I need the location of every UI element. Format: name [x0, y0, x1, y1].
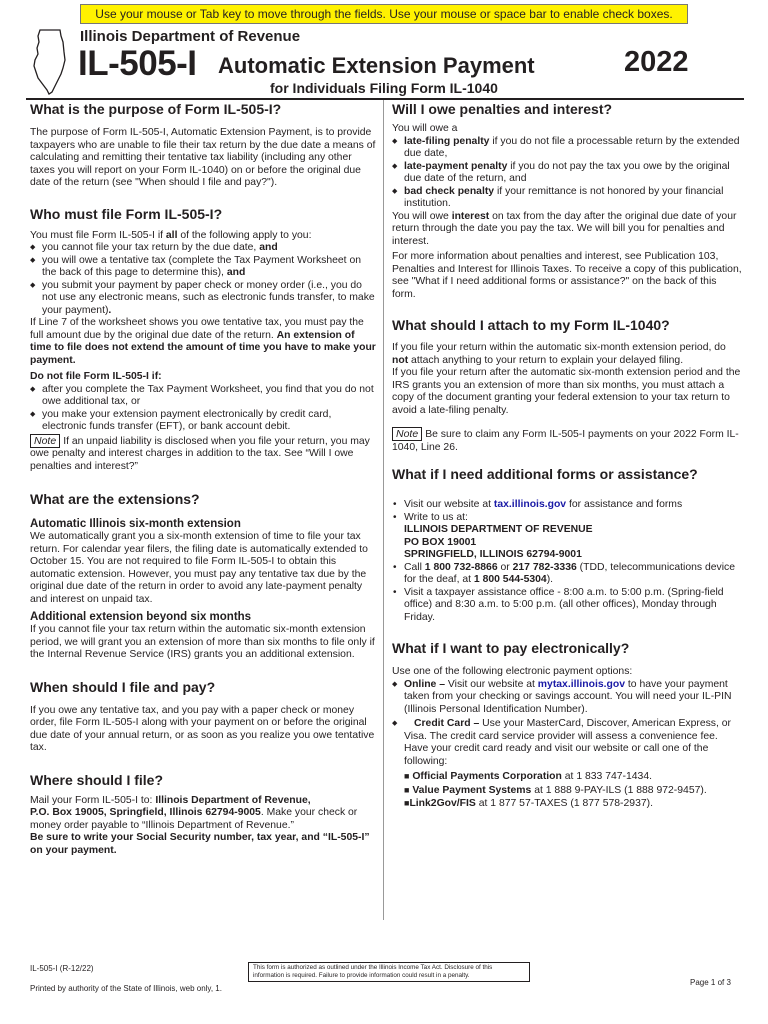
list-item: • Visit our website at tax.illinois.gov for assistance and forms — [392, 499, 742, 512]
list-item: ◆ you cannot file your tax return by the due date, and — [30, 242, 378, 255]
attach-note: Note Be sure to claim any Form IL-505-I payments on your 2022 Form IL-1040, Line 26. — [392, 428, 739, 453]
list-item: ◆ bad check penalty if your remittance is not honored by your financial institution. — [392, 186, 742, 211]
where-reminder: Be sure to write your Social Security number, tax year, and “IL-505-I” on your payment. — [30, 832, 370, 856]
purpose-heading: What is the purpose of Form IL-505-I? — [30, 101, 282, 117]
vendor-list — [392, 770, 742, 811]
note-label: Note — [30, 434, 60, 448]
column-divider — [383, 100, 384, 920]
list-item: ◆ you submit your payment by paper check or money order (i.e., you do not use any electronic means, such as electronic funds transfer, to make your payment). — [30, 280, 378, 318]
who-heading: Who must file Form IL-505-I? — [30, 205, 223, 222]
square-bullet-icon: ■ — [404, 784, 410, 795]
electronic-heading: What if I want to pay electronically? — [392, 640, 630, 656]
penalties-heading: Will I owe penalties and interest? — [392, 101, 613, 117]
vendor-item: ■ Official Payments Corporation at 1 833 747-1434. — [404, 771, 653, 782]
left-column — [30, 101, 378, 857]
form-subtitle: for Individuals Filing Form IL-1040 — [270, 80, 498, 96]
mytax-illinois-link[interactable]: mytax.illinois.gov — [537, 678, 625, 690]
instruction-banner: Use your mouse or Tab key to move through the fields. Use your mouse or space bar to enable check boxes. — [80, 4, 688, 24]
list-item: ◆ late-payment penalty if you do not pay the tax you owe by the original due date of the return, and — [392, 161, 742, 186]
list-item: ◆ late-filing penalty if you do not file a processable return by the extended due date, — [392, 136, 742, 161]
when-body: If you owe any tentative tax, and you pay with a paper check or money order, file Form IL-505-I along with your payment on or before the original due date of your annual return, or as soon as you realize you owe tentative tax. — [30, 704, 375, 753]
where-heading: Where should I file? — [30, 771, 164, 788]
more-info-paragraph: For more information about penalties and interest, see Publication 103, Penalties and Interest for Illinois Taxes. To receive a copy of this publication, see "What if I need additional forms or assistance?" on the back of this form. — [392, 251, 742, 300]
when-heading: When should I file and pay? — [30, 678, 216, 695]
auto-extension-body: We automatically grant you a six-month extension of time to file your tax return. For calendar year filers, the filing date is automatically extended to October 15. You are not required to file Form IL-505-I to obtain this automatic extension. However, you must pay any tentative tax due by the original due date of the return in order to avoid any late-payment penalty and interest on unpaid tax. — [30, 531, 368, 605]
header-divider — [26, 98, 744, 100]
donot-label: Do not file Form IL-505-I if: — [30, 371, 162, 382]
note-label: Note — [392, 427, 422, 441]
auto-extension-subheading: Automatic Illinois six-month extension — [30, 518, 241, 530]
vendor-item: ■ Value Payment Systems at 1 888 9-PAY-ILS (1 888 972-9457). — [404, 784, 707, 796]
tax-illinois-link[interactable]: tax.illinois.gov — [493, 499, 567, 510]
list-item: • Write to us at: ILLINOIS DEPARTMENT OF REVENUE PO BOX 19001 SPRINGFIELD, ILLINOIS 62794-9001 — [392, 512, 742, 562]
electronic-intro: Use one of the following electronic payment options: — [392, 666, 633, 677]
form-title: Automatic Extension Payment — [218, 53, 535, 78]
square-bullet-icon: ■ — [404, 798, 410, 808]
purpose-body: The purpose of Form IL-505-I, Automatic Extension Payment, is to provide taxpayers who are unable to file their tax return by the due date a means of calculating and remitting their tentative tax liability (including any other taxes you will report on your Form IL-1040) on or before the original due date of the return (see "When should I file and pay?"). — [30, 127, 376, 188]
list-item: ◆ you make your extension payment electronically by credit card, electronic funds transfer (EFT), or bank account debit. — [30, 409, 378, 434]
square-bullet-icon: ■ — [404, 771, 410, 781]
list-item: • Visit a taxpayer assistance office - 8:00 a.m. to 5:00 p.m. (Spring-field office) and 8:30 a.m. to 5:00 p.m. (all other offices), Monday through Friday. — [392, 587, 742, 625]
who-intro: You must file Form IL-505-I if all of the following apply to you: — [30, 229, 312, 241]
donot-list — [30, 384, 378, 434]
penalties-list — [392, 136, 742, 211]
line7-paragraph: If Line 7 of the worksheet shows you owe tentative tax, you must pay the full amount due by the original due date of the return. An extension of time to file does not extend the amount of time you have to make your payment. — [30, 317, 376, 366]
department-name: Illinois Department of Revenue — [80, 28, 301, 45]
list-item: ◆ after you complete the Tax Payment Worksheet, you find that you do not owe additional tax, or — [30, 384, 378, 409]
list-item: ◆ Credit Card – Use your MasterCard, Discover, American Express, or Visa. The credit card service provider will assess a convenience fee. Have your credit card ready and visit our website or call one of the following: — [392, 718, 742, 768]
page-number: Page 1 of 3 — [690, 978, 731, 987]
list-item: ◆ Online – Visit our website at mytax.illinois.gov to have your payment taken from your checking or savings account. You will need your IL-PIN (Illinois Personal Identification Number). — [392, 679, 742, 717]
vendor-item: ■Link2Gov/FIS at 1 877 57-TAXES (1 877 578-2937). — [404, 798, 653, 809]
list-item: • Call 1 800 732-8866 or 217 782-3336 (TDD, telecommunications device for the deaf, at 1 800 544-5304). — [392, 562, 742, 587]
penalties-intro: You will owe a — [392, 123, 458, 134]
additional-extension-subheading: Additional extension beyond six months — [30, 611, 252, 623]
interest-paragraph: You will owe interest on tax from the day after the original due date of your return through the date you pay the tax. We will bill you for penalties and interest. — [392, 210, 737, 247]
attach-p1: If you file your return within the automatic six-month extension period, do not attach anything to your return to explain your delayed filing. — [392, 342, 726, 366]
attach-p2: If you file your return after the automatic six-month extension period and the IRS grants you an extension of more than six months, you must attach a copy of the document granting your federal extension to your tax return to avoid a late-filing penalty. — [392, 367, 741, 416]
authorization-disclaimer: This form is authorized as outlined under the Illinois Income Tax Act. Disclosure of this information is required. Failure to provide information could result in a penalty. — [248, 962, 530, 982]
illinois-map-icon — [30, 28, 70, 96]
where-body: Mail your Form IL-505-I to: Illinois Department of Revenue, P.O. Box 19005, Springfield, Illinois 62794-9005. Make your check or money order payable to “Illinois Department of Revenue.” — [30, 794, 358, 831]
form-number: IL-505-I — [78, 44, 197, 83]
additional-extension-body: If you cannot file your tax return within the automatic six-month extension period, we will grant you an extension of more than six months to file only if the Internal Revenue Service (IRS) grants you an additional extension. — [30, 624, 375, 660]
extensions-heading: What are the extensions? — [30, 491, 200, 507]
assist-list — [392, 499, 742, 624]
who-list — [30, 242, 378, 317]
assist-heading: What if I need additional forms or assistance? — [392, 466, 698, 482]
who-note: Note If an unpaid liability is disclosed when you file your return, you may owe penalty and interest charges in addition to the tax. See “Will I owe penalties and interest?” — [30, 434, 370, 472]
list-item: ◆ you will owe a tentative tax (complete the Tax Payment Worksheet on the back of this page to determine this), and — [30, 255, 378, 280]
tax-year: 2022 — [624, 46, 689, 78]
electronic-list — [392, 679, 742, 769]
form-revision: IL-505-I (R-12/22) — [30, 964, 94, 973]
printed-by: Printed by authority of the State of Illinois, web only, 1. — [30, 984, 222, 993]
attach-heading: What should I attach to my Form IL-1040? — [392, 317, 670, 333]
right-column — [392, 101, 742, 811]
